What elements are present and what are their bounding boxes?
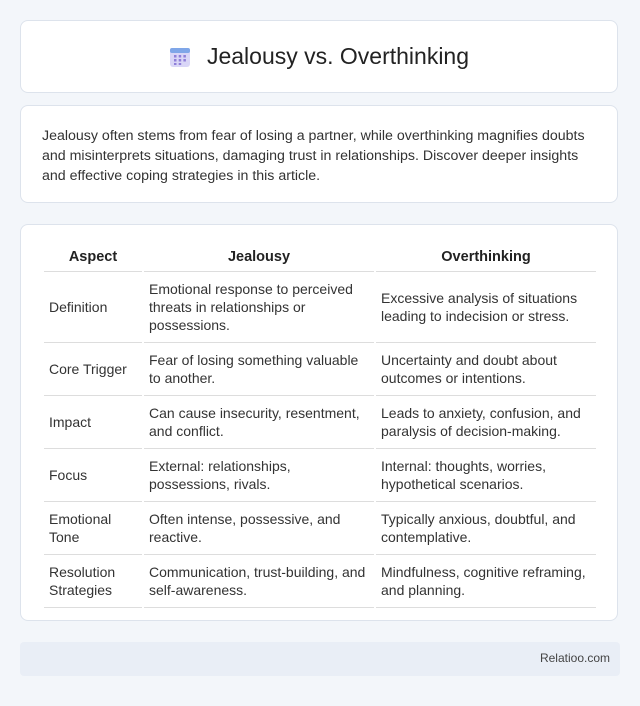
row-jealousy: External: relationships, possessions, rivals. <box>144 449 374 502</box>
row-overthinking: Mindfulness, cognitive reframing, and planning. <box>376 555 596 608</box>
row-jealousy: Often intense, possessive, and reactive. <box>144 502 374 555</box>
row-overthinking: Leads to anxiety, confusion, and paralysis of decision-making. <box>376 396 596 449</box>
row-jealousy: Emotional response to perceived threats in relationships or possessions. <box>144 272 374 343</box>
table-row <box>44 343 596 396</box>
table-row <box>44 502 596 555</box>
row-overthinking: Uncertainty and doubt about outcomes or intentions. <box>376 343 596 396</box>
table-row <box>44 555 596 608</box>
intro-card <box>20 105 618 203</box>
comparison-table <box>42 243 598 608</box>
row-jealousy: Can cause insecurity, resentment, and conflict. <box>144 396 374 449</box>
row-overthinking: Typically anxious, doubtful, and contemplative. <box>376 502 596 555</box>
footer-brand: Relatioo.com <box>539 651 610 665</box>
header-jealousy: Jealousy <box>144 243 374 272</box>
intro-text: Jealousy often stems from fear of losing a partner, while overthinking magnifies doubts and misinterprets situations, damaging trust in relationships. Discover deeper insights and effective coping strategies in this article. <box>42 128 585 184</box>
header-aspect: Aspect <box>44 243 142 272</box>
row-aspect: Resolution Strategies <box>44 555 142 608</box>
calendar-icon <box>169 46 191 68</box>
title-card <box>20 20 618 93</box>
table-card <box>20 224 618 621</box>
row-overthinking: Internal: thoughts, worries, hypothetical scenarios. <box>376 449 596 502</box>
row-aspect: Focus <box>44 449 142 502</box>
row-jealousy: Communication, trust-building, and self-awareness. <box>144 555 374 608</box>
table-row <box>44 396 596 449</box>
row-aspect: Emotional Tone <box>44 502 142 555</box>
table-header-row <box>44 243 596 272</box>
footer <box>20 642 620 676</box>
row-overthinking: Excessive analysis of situations leading to indecision or stress. <box>376 272 596 343</box>
row-aspect: Core Trigger <box>44 343 142 396</box>
row-aspect: Impact <box>44 396 142 449</box>
row-aspect: Definition <box>44 272 142 343</box>
row-jealousy: Fear of losing something valuable to another. <box>144 343 374 396</box>
header-overthinking: Overthinking <box>376 243 596 272</box>
page-title: Jealousy vs. Overthinking <box>206 43 470 69</box>
table-row <box>44 449 596 502</box>
table-row <box>44 272 596 343</box>
